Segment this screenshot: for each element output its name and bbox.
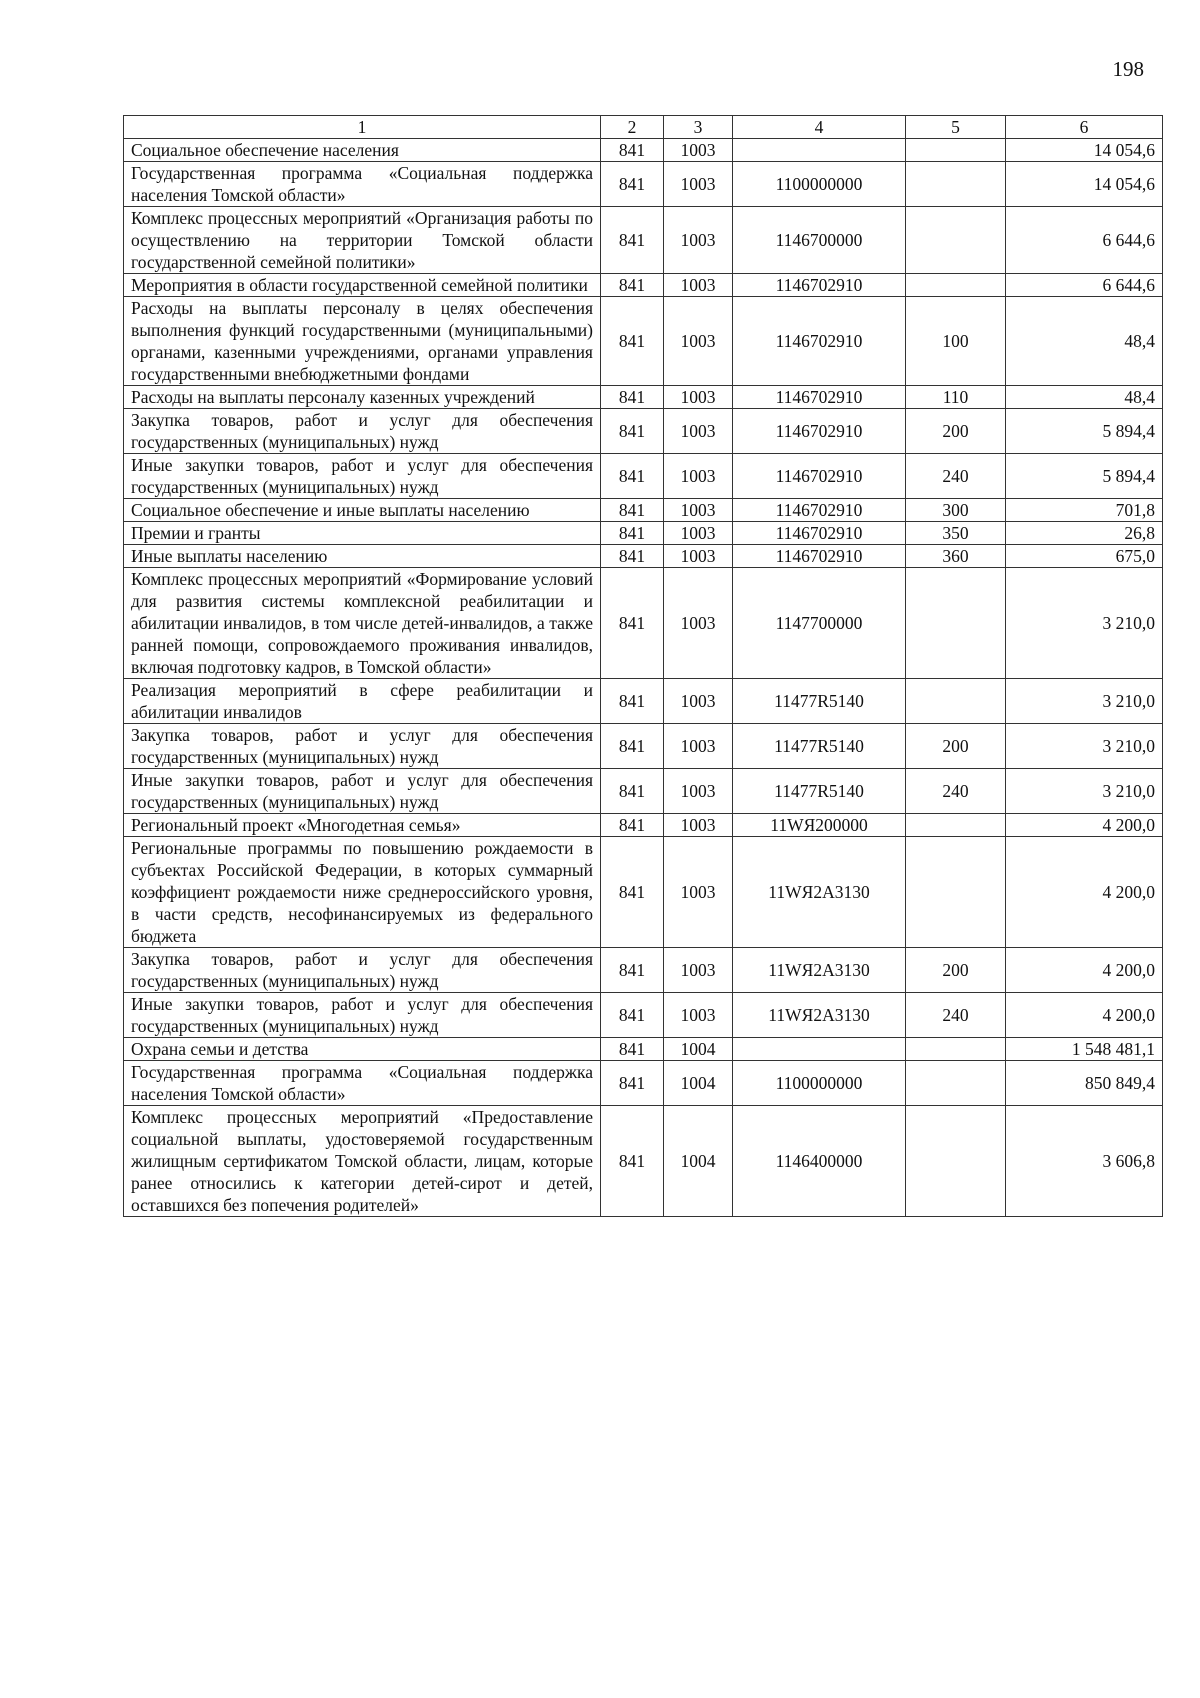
row-section-code: 1003 <box>664 297 733 386</box>
table-body <box>124 139 1163 1217</box>
row-expense-type <box>906 1106 1006 1217</box>
header-col-5: 5 <box>906 116 1006 139</box>
row-admin-code: 841 <box>601 568 664 679</box>
row-section-code: 1003 <box>664 948 733 993</box>
table-row <box>124 162 1163 207</box>
row-name: Региональные программы по повышению рождаемости в субъектах Российской Федерации, в которых суммарный коэффициент рождаемости ниже среднероссийского уровня, в части средств, несофинансируемых из федерального бюджета <box>124 837 601 948</box>
row-admin-code: 841 <box>601 297 664 386</box>
table-row <box>124 386 1163 409</box>
row-section-code: 1003 <box>664 522 733 545</box>
row-section-code: 1003 <box>664 499 733 522</box>
row-name: Расходы на выплаты персоналу в целях обеспечения выполнения функций государственными (муниципальными) органами, казенными учреждениями, органами управления государственными внебюджетными фондами <box>124 297 601 386</box>
row-amount: 4 200,0 <box>1006 837 1163 948</box>
row-admin-code: 841 <box>601 837 664 948</box>
row-name: Социальное обеспечение и иные выплаты населению <box>124 499 601 522</box>
row-amount: 14 054,6 <box>1006 139 1163 162</box>
row-target-article: 1146702910 <box>733 274 906 297</box>
header-col-4: 4 <box>733 116 906 139</box>
header-col-1: 1 <box>124 116 601 139</box>
row-name: Комплекс процессных мероприятий «Предоставление социальной выплаты, удостоверяемой государственным жилищным сертификатом Томской области, лицам, которые ранее относились к категории детей-сирот и детей, оставшихся без попечения родителей» <box>124 1106 601 1217</box>
row-expense-type <box>906 1038 1006 1061</box>
row-target-article <box>733 1038 906 1061</box>
row-name: Комплекс процессных мероприятий «Организация работы по осуществлению на территории Томской области государственной семейной политики» <box>124 207 601 274</box>
table-row <box>124 837 1163 948</box>
row-amount: 3 210,0 <box>1006 724 1163 769</box>
row-section-code: 1003 <box>664 409 733 454</box>
row-name: Комплекс процессных мероприятий «Формирование условий для развития системы комплексной реабилитации и абилитации инвалидов, в том числе детей-инвалидов, а также ранней помощи, сопровождаемого проживания инвалидов, включая подготовку кадров, в Томской области» <box>124 568 601 679</box>
row-name: Государственная программа «Социальная поддержка населения Томской области» <box>124 1061 601 1106</box>
row-name: Охрана семьи и детства <box>124 1038 601 1061</box>
row-name: Реализация мероприятий в сфере реабилитации и абилитации инвалидов <box>124 679 601 724</box>
row-name: Иные закупки товаров, работ и услуг для обеспечения государственных (муниципальных) нужд <box>124 769 601 814</box>
row-expense-type: 200 <box>906 724 1006 769</box>
table-row <box>124 769 1163 814</box>
row-amount: 14 054,6 <box>1006 162 1163 207</box>
row-name: Иные закупки товаров, работ и услуг для обеспечения государственных (муниципальных) нужд <box>124 993 601 1038</box>
row-expense-type: 350 <box>906 522 1006 545</box>
table-row <box>124 297 1163 386</box>
row-target-article: 1146702910 <box>733 386 906 409</box>
row-name: Закупка товаров, работ и услуг для обеспечения государственных (муниципальных) нужд <box>124 948 601 993</box>
row-expense-type: 360 <box>906 545 1006 568</box>
row-expense-type <box>906 162 1006 207</box>
row-section-code: 1003 <box>664 274 733 297</box>
header-col-3: 3 <box>664 116 733 139</box>
row-target-article: 11477R5140 <box>733 769 906 814</box>
row-section-code: 1003 <box>664 139 733 162</box>
row-section-code: 1003 <box>664 993 733 1038</box>
row-section-code: 1003 <box>664 769 733 814</box>
row-amount: 6 644,6 <box>1006 207 1163 274</box>
row-expense-type <box>906 837 1006 948</box>
table-row <box>124 814 1163 837</box>
row-expense-type: 240 <box>906 993 1006 1038</box>
row-amount: 701,8 <box>1006 499 1163 522</box>
row-admin-code: 841 <box>601 1061 664 1106</box>
header-col-6: 6 <box>1006 116 1163 139</box>
row-admin-code: 841 <box>601 1038 664 1061</box>
row-expense-type <box>906 139 1006 162</box>
page-number: 198 <box>1112 57 1144 81</box>
header-col-2: 2 <box>601 116 664 139</box>
row-section-code: 1003 <box>664 545 733 568</box>
row-admin-code: 841 <box>601 139 664 162</box>
table-row <box>124 545 1163 568</box>
row-amount: 5 894,4 <box>1006 454 1163 499</box>
row-target-article: 1146702910 <box>733 545 906 568</box>
row-amount: 48,4 <box>1006 386 1163 409</box>
row-target-article: 11WЯ2A3130 <box>733 837 906 948</box>
row-admin-code: 841 <box>601 948 664 993</box>
row-expense-type <box>906 1061 1006 1106</box>
row-section-code: 1003 <box>664 724 733 769</box>
row-name: Региональный проект «Многодетная семья» <box>124 814 601 837</box>
row-target-article: 11477R5140 <box>733 679 906 724</box>
row-target-article: 1100000000 <box>733 1061 906 1106</box>
row-amount: 5 894,4 <box>1006 409 1163 454</box>
table-row <box>124 499 1163 522</box>
table-row <box>124 207 1163 274</box>
row-target-article <box>733 139 906 162</box>
row-admin-code: 841 <box>601 769 664 814</box>
table-row <box>124 1061 1163 1106</box>
row-amount: 4 200,0 <box>1006 948 1163 993</box>
row-amount: 850 849,4 <box>1006 1061 1163 1106</box>
row-expense-type: 200 <box>906 948 1006 993</box>
row-target-article: 1146702910 <box>733 297 906 386</box>
table-row <box>124 522 1163 545</box>
header-row <box>124 116 1163 139</box>
row-admin-code: 841 <box>601 274 664 297</box>
row-admin-code: 841 <box>601 207 664 274</box>
row-target-article: 11WЯ2A3130 <box>733 948 906 993</box>
table-row <box>124 274 1163 297</box>
table-row <box>124 948 1163 993</box>
row-admin-code: 841 <box>601 545 664 568</box>
row-target-article: 1100000000 <box>733 162 906 207</box>
row-amount: 3 210,0 <box>1006 568 1163 679</box>
row-expense-type <box>906 207 1006 274</box>
row-section-code: 1003 <box>664 568 733 679</box>
row-section-code: 1004 <box>664 1038 733 1061</box>
row-name: Премии и гранты <box>124 522 601 545</box>
row-admin-code: 841 <box>601 162 664 207</box>
row-amount: 4 200,0 <box>1006 814 1163 837</box>
row-expense-type: 110 <box>906 386 1006 409</box>
row-section-code: 1003 <box>664 386 733 409</box>
row-name: Иные закупки товаров, работ и услуг для обеспечения государственных (муниципальных) нужд <box>124 454 601 499</box>
row-target-article: 1146702910 <box>733 522 906 545</box>
row-section-code: 1003 <box>664 679 733 724</box>
row-section-code: 1003 <box>664 454 733 499</box>
row-name: Социальное обеспечение населения <box>124 139 601 162</box>
row-amount: 6 644,6 <box>1006 274 1163 297</box>
row-amount: 3 210,0 <box>1006 769 1163 814</box>
row-name: Закупка товаров, работ и услуг для обеспечения государственных (муниципальных) нужд <box>124 409 601 454</box>
row-expense-type: 200 <box>906 409 1006 454</box>
row-admin-code: 841 <box>601 454 664 499</box>
row-name: Государственная программа «Социальная поддержка населения Томской области» <box>124 162 601 207</box>
row-target-article: 1146700000 <box>733 207 906 274</box>
row-section-code: 1004 <box>664 1061 733 1106</box>
row-target-article: 1146702910 <box>733 409 906 454</box>
row-section-code: 1003 <box>664 207 733 274</box>
row-target-article: 1146702910 <box>733 499 906 522</box>
row-admin-code: 841 <box>601 499 664 522</box>
table-header <box>124 116 1163 139</box>
row-target-article: 11477R5140 <box>733 724 906 769</box>
table-row <box>124 454 1163 499</box>
row-name: Мероприятия в области государственной семейной политики <box>124 274 601 297</box>
budget-table <box>123 115 1163 1217</box>
table-row <box>124 993 1163 1038</box>
row-name: Расходы на выплаты персоналу казенных учреждений <box>124 386 601 409</box>
table-row <box>124 1106 1163 1217</box>
row-admin-code: 841 <box>601 522 664 545</box>
table-row <box>124 724 1163 769</box>
row-admin-code: 841 <box>601 724 664 769</box>
row-expense-type <box>906 568 1006 679</box>
row-admin-code: 841 <box>601 386 664 409</box>
row-target-article: 1147700000 <box>733 568 906 679</box>
row-section-code: 1003 <box>664 837 733 948</box>
row-admin-code: 841 <box>601 409 664 454</box>
row-target-article: 1146400000 <box>733 1106 906 1217</box>
row-expense-type: 300 <box>906 499 1006 522</box>
row-amount: 1 548 481,1 <box>1006 1038 1163 1061</box>
table-row <box>124 679 1163 724</box>
table-row <box>124 409 1163 454</box>
table-row <box>124 1038 1163 1061</box>
row-admin-code: 841 <box>601 814 664 837</box>
row-expense-type <box>906 274 1006 297</box>
row-admin-code: 841 <box>601 679 664 724</box>
table-row <box>124 568 1163 679</box>
row-amount: 48,4 <box>1006 297 1163 386</box>
table-row <box>124 139 1163 162</box>
row-section-code: 1003 <box>664 162 733 207</box>
row-admin-code: 841 <box>601 993 664 1038</box>
row-amount: 4 200,0 <box>1006 993 1163 1038</box>
row-expense-type: 240 <box>906 454 1006 499</box>
row-section-code: 1003 <box>664 814 733 837</box>
row-target-article: 1146702910 <box>733 454 906 499</box>
row-expense-type: 100 <box>906 297 1006 386</box>
row-target-article: 11WЯ2A3130 <box>733 993 906 1038</box>
row-admin-code: 841 <box>601 1106 664 1217</box>
row-amount: 26,8 <box>1006 522 1163 545</box>
row-amount: 675,0 <box>1006 545 1163 568</box>
row-section-code: 1004 <box>664 1106 733 1217</box>
row-amount: 3 606,8 <box>1006 1106 1163 1217</box>
row-amount: 3 210,0 <box>1006 679 1163 724</box>
row-target-article: 11WЯ200000 <box>733 814 906 837</box>
row-expense-type <box>906 814 1006 837</box>
row-expense-type: 240 <box>906 769 1006 814</box>
row-name: Иные выплаты населению <box>124 545 601 568</box>
row-expense-type <box>906 679 1006 724</box>
row-name: Закупка товаров, работ и услуг для обеспечения государственных (муниципальных) нужд <box>124 724 601 769</box>
